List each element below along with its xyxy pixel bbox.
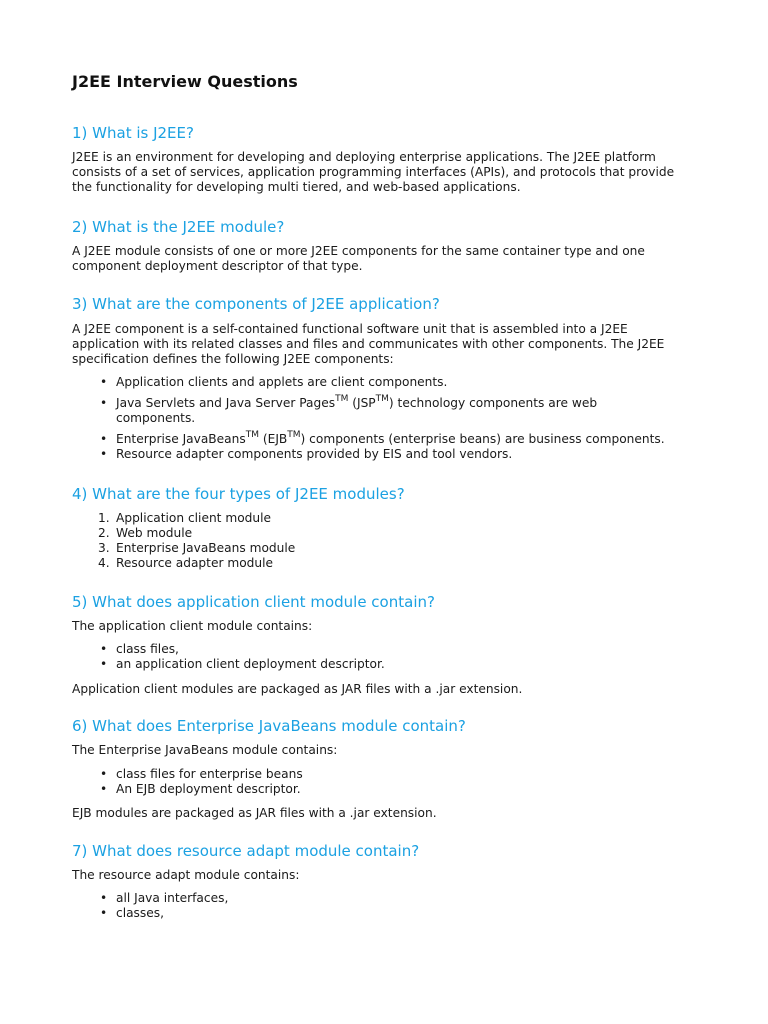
answer-line: component deployment descriptor of that type. — [72, 259, 363, 273]
document-title: J2EE Interview Questions — [72, 72, 298, 91]
list-item-text: classes, — [116, 906, 164, 920]
list-item — [72, 511, 702, 526]
bullet-glyph: • — [100, 432, 108, 446]
list-item-text: Resource adapter components provided by EIS and tool vendors. — [116, 447, 513, 461]
ejb-module-bullet-list — [72, 767, 702, 797]
list-item-text: class files, — [116, 642, 179, 656]
list-item — [72, 541, 702, 556]
section-intro: The resource adapt module contains: — [72, 868, 300, 882]
list-item — [72, 526, 702, 541]
list-item-text: class files for enterprise beans — [116, 767, 303, 781]
trademark-mark: TM — [335, 394, 349, 404]
trademark-mark: TM — [375, 394, 389, 404]
trademark-mark: TM — [245, 430, 259, 440]
list-item-text: Enterprise JavaBeans — [116, 432, 246, 446]
list-item-text: (JSP — [348, 396, 376, 410]
bullet-glyph: • — [100, 375, 108, 389]
question-heading-7: 7) What does resource adapt module contain? — [72, 842, 420, 860]
list-number: 1. — [98, 511, 110, 525]
section-intro: The application client module contains: — [72, 619, 313, 633]
answer-line: consists of a set of services, application programming interfaces (APIs), and protocols that provide — [72, 165, 675, 179]
list-item — [72, 556, 702, 571]
list-item-text: Java Servlets and Java Server Pages — [116, 396, 336, 410]
section-intro: The Enterprise JavaBeans module contains: — [72, 743, 338, 757]
components-bullet-list — [72, 375, 702, 462]
list-item — [72, 642, 702, 657]
list-item-text: Application client module — [116, 511, 271, 525]
question-heading-6: 6) What does Enterprise JavaBeans module contain? — [72, 717, 466, 735]
list-item-text: an application client deployment descriptor. — [116, 657, 385, 671]
bullet-glyph: • — [100, 782, 108, 796]
answer-line: A J2EE module consists of one or more J2EE components for the same container type and one — [72, 244, 645, 258]
answer-line: specification defines the following J2EE components: — [72, 352, 394, 366]
list-item-text: Enterprise JavaBeans module — [116, 541, 296, 555]
resource-module-bullet-list — [72, 891, 702, 921]
list-item — [72, 782, 702, 797]
list-item — [72, 906, 702, 921]
question-heading-1: 1) What is J2EE? — [72, 124, 194, 142]
module-types-numbered-list — [72, 511, 702, 571]
list-item-text: ) technology components are web — [388, 396, 598, 410]
list-number: 3. — [98, 541, 110, 555]
list-item-text: Resource adapter module — [116, 556, 274, 570]
bullet-glyph: • — [100, 657, 108, 671]
bullet-glyph: • — [100, 396, 108, 410]
answer-line: application with its related classes and files and communicates with other components. The J2EE — [72, 337, 665, 351]
list-item-text: components. — [116, 411, 196, 425]
client-module-bullet-list — [72, 642, 702, 672]
section-outro: EJB modules are packaged as JAR files with a .jar extension. — [72, 806, 437, 820]
trademark-mark: TM — [287, 430, 301, 440]
section-outro: Application client modules are packaged as JAR files with a .jar extension. — [72, 682, 523, 696]
bullet-glyph: • — [100, 891, 108, 905]
bullet-glyph: • — [100, 642, 108, 656]
answer-paragraph-2 — [72, 244, 702, 274]
list-item — [72, 432, 702, 447]
question-heading-4: 4) What are the four types of J2EE modules? — [72, 485, 405, 503]
list-item-text: Application clients and applets are client components. — [116, 375, 448, 389]
list-item-text: An EJB deployment descriptor. — [116, 782, 301, 796]
list-item-text: ) components (enterprise beans) are business components. — [300, 432, 665, 446]
list-item — [72, 375, 702, 390]
list-item — [72, 447, 702, 462]
list-item-text: Web module — [116, 526, 193, 540]
question-heading-3: 3) What are the components of J2EE application? — [72, 295, 440, 313]
answer-line: J2EE is an environment for developing and deploying enterprise applications. The J2EE platform — [72, 150, 656, 164]
list-item — [72, 396, 702, 426]
answer-line: A J2EE component is a self-contained functional software unit that is assembled into a J2EE — [72, 322, 628, 336]
bullet-glyph: • — [100, 447, 108, 461]
answer-paragraph-1 — [72, 150, 702, 195]
bullet-glyph: • — [100, 906, 108, 920]
answer-line: the functionality for developing multi tiered, and web-based applications. — [72, 180, 521, 194]
list-number: 4. — [98, 556, 110, 570]
list-number: 2. — [98, 526, 110, 540]
list-item — [72, 657, 702, 672]
list-item — [72, 767, 702, 782]
list-item-text: (EJB — [258, 432, 288, 446]
question-heading-5: 5) What does application client module contain? — [72, 593, 435, 611]
list-item — [72, 891, 702, 906]
list-item-text: all Java interfaces, — [116, 891, 229, 905]
question-heading-2: 2) What is the J2EE module? — [72, 218, 285, 236]
answer-paragraph-3 — [72, 322, 702, 367]
bullet-glyph: • — [100, 767, 108, 781]
